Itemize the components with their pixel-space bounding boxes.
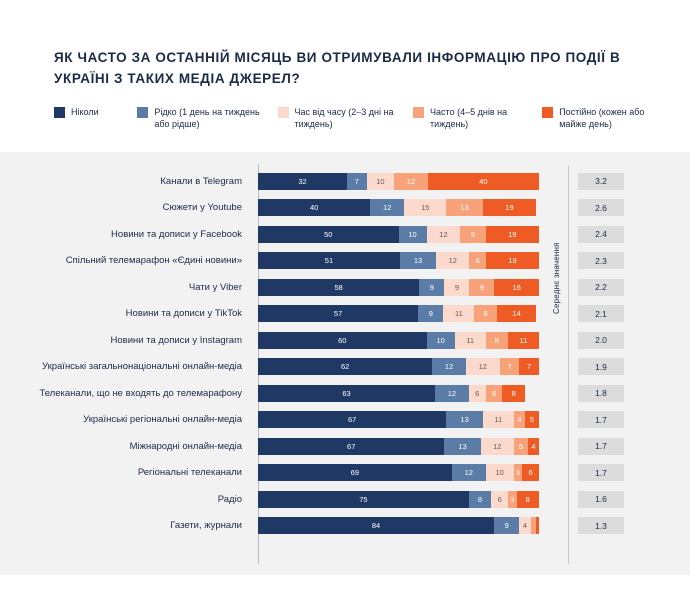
mean-value: 2.1	[578, 305, 624, 322]
bar-segment: 7	[500, 358, 520, 375]
bar-segment: 40	[428, 173, 539, 190]
category-label: Новини та дописи у TikTok	[125, 308, 242, 320]
bar-segment: 8	[474, 305, 496, 322]
legend-swatch-icon	[413, 107, 424, 118]
legend-item[interactable]	[413, 106, 530, 130]
bar-segment: 51	[258, 252, 400, 269]
stacked-bar	[258, 411, 539, 428]
stacked-bar	[258, 438, 539, 455]
bar-segment: 75	[258, 491, 469, 508]
bar-segment: 40	[258, 199, 370, 216]
bar-segment: 32	[258, 173, 347, 190]
bar-segment: 11	[508, 332, 539, 349]
chart-row	[0, 274, 690, 301]
chart-row	[0, 407, 690, 434]
stacked-bar	[258, 332, 539, 349]
bar-segment: 4	[514, 411, 525, 428]
category-label: Чати у Viber	[188, 281, 242, 293]
bar-segment: 12	[466, 358, 500, 375]
mean-value: 1.9	[578, 358, 624, 375]
bar-segment: 9	[469, 279, 494, 296]
legend-item-label: Ніколи	[71, 107, 99, 117]
stacked-bar	[258, 517, 539, 534]
bar-segment: 10	[486, 464, 514, 481]
chart-row	[0, 248, 690, 275]
stacked-bar	[258, 491, 539, 508]
legend-item-label: Часто (4–5 днів на тиждень)	[430, 107, 508, 130]
bar-segment: 12	[394, 173, 427, 190]
bar-segment: 7	[519, 358, 539, 375]
bar-segment: 9	[494, 517, 519, 534]
category-label: Новини та дописи у Facebook	[111, 228, 242, 240]
bar-segment: 8	[517, 491, 539, 508]
bar-segment: 6	[486, 385, 503, 402]
legend-item[interactable]	[137, 106, 265, 130]
category-label: Українські загальнонаціональні онлайн-медіа	[41, 361, 242, 373]
category-label: Газети, журнали	[170, 520, 242, 532]
bar-segment: 13	[444, 438, 480, 455]
category-label: Телеканали, що не входять до телемарафону	[39, 387, 242, 399]
bar-segment: 3	[514, 464, 522, 481]
chart-row	[0, 380, 690, 407]
page-title: ЯК ЧАСТО ЗА ОСТАННІЙ МІСЯЦЬ ВИ ОТРИМУВАЛИ ІНФОРМАЦІЮ ПРО ПОДІЇ В УКРАЇНІ З ТАКИХ МЕДІА ДЖЕРЕЛ?	[54, 50, 621, 86]
legend-item[interactable]	[278, 106, 402, 130]
bar-segment: 6	[522, 464, 539, 481]
category-label: Новини та дописи у Instagram	[110, 334, 242, 346]
stacked-bar	[258, 385, 539, 402]
mean-axis-title: Середнє значення	[552, 242, 561, 314]
bar-segment	[536, 517, 539, 534]
chart-legend	[54, 106, 664, 130]
chart-row	[0, 354, 690, 381]
bar-segment: 9	[444, 279, 469, 296]
stacked-bar	[258, 199, 539, 216]
category-label: Регіональні телеканали	[137, 467, 242, 479]
legend-swatch-icon	[278, 107, 289, 118]
bar-segment: 11	[443, 305, 474, 322]
bar-segment: 3	[508, 491, 516, 508]
bar-segment: 13	[446, 199, 483, 216]
bar-segment: 63	[258, 385, 435, 402]
bar-segment: 7	[347, 173, 366, 190]
stacked-bar	[258, 305, 539, 322]
mean-value: 3.2	[578, 173, 624, 190]
bar-segment: 12	[481, 438, 514, 455]
category-label: Сюжети у Youtube	[162, 202, 242, 214]
bar-segment: 10	[427, 332, 455, 349]
bar-segment: 6	[491, 491, 508, 508]
bar-segment: 9	[460, 226, 485, 243]
mean-value: 1.7	[578, 464, 624, 481]
legend-swatch-icon	[137, 107, 148, 118]
chart-row	[0, 195, 690, 222]
legend-item[interactable]	[542, 106, 652, 130]
mean-value: 1.7	[578, 411, 624, 428]
bar-segment: 10	[367, 173, 395, 190]
legend-swatch-icon	[54, 107, 65, 118]
mean-value: 1.7	[578, 438, 624, 455]
stacked-bar	[258, 226, 539, 243]
category-label: Спільний телемарафон «Єдині новини»	[65, 255, 242, 267]
mean-value: 2.6	[578, 199, 624, 216]
bar-segment: 13	[446, 411, 483, 428]
chart-row	[0, 513, 690, 540]
bar-segment: 8	[469, 491, 491, 508]
stacked-bar	[258, 464, 539, 481]
bar-segment: 19	[486, 226, 539, 243]
bar-segment: 4	[519, 517, 530, 534]
bar-segment: 12	[427, 226, 461, 243]
bar-segment: 16	[494, 279, 539, 296]
mean-value: 2.2	[578, 279, 624, 296]
bar-segment: 57	[258, 305, 418, 322]
bar-segment: 11	[455, 332, 486, 349]
bar-segment: 9	[419, 279, 444, 296]
mean-value: 1.6	[578, 491, 624, 508]
bar-segment: 12	[436, 252, 469, 269]
bar-segment: 12	[435, 385, 469, 402]
bar-segment: 15	[404, 199, 446, 216]
bar-segment: 19	[483, 199, 536, 216]
bar-segment: 12	[370, 199, 404, 216]
bar-segment: 8	[486, 332, 508, 349]
bar-segment: 9	[418, 305, 443, 322]
bar-segment: 62	[258, 358, 432, 375]
bar-segment: 6	[469, 385, 486, 402]
legend-item-label: Час від часу (2–3 дні на тиждень)	[294, 107, 394, 130]
bar-segment: 69	[258, 464, 452, 481]
bar-segment: 5	[514, 438, 528, 455]
category-label: Канали в Telegram	[160, 175, 242, 187]
bar-segment: 60	[258, 332, 427, 349]
legend-item[interactable]	[54, 106, 125, 118]
title-block	[54, 48, 654, 90]
bar-rows	[0, 168, 690, 539]
bar-segment: 8	[502, 385, 524, 402]
legend-item-label: Рідко (1 день на тиждень або рідше)	[154, 107, 260, 130]
chart-area	[0, 152, 690, 575]
stacked-bar	[258, 252, 539, 269]
category-label: Радіо	[217, 493, 242, 505]
category-label: Міжнародні онлайн-медіа	[129, 440, 242, 452]
mean-value: 1.8	[578, 385, 624, 402]
bar-segment: 19	[486, 252, 539, 269]
stacked-bar	[258, 173, 539, 190]
stacked-bar	[258, 279, 539, 296]
bar-segment: 4	[528, 438, 539, 455]
chart-row	[0, 168, 690, 195]
stacked-bar	[258, 358, 539, 375]
bar-segment: 50	[258, 226, 399, 243]
chart-row	[0, 221, 690, 248]
bar-segment: 14	[497, 305, 536, 322]
legend-swatch-icon	[542, 107, 553, 118]
bar-segment: 67	[258, 438, 444, 455]
chart-row	[0, 460, 690, 487]
mean-value: 2.3	[578, 252, 624, 269]
bar-segment: 13	[400, 252, 436, 269]
chart-row	[0, 486, 690, 513]
bar-segment: 12	[432, 358, 466, 375]
bar-segment: 12	[452, 464, 486, 481]
chart-row	[0, 433, 690, 460]
chart-row	[0, 327, 690, 354]
bar-segment: 58	[258, 279, 419, 296]
bar-segment: 10	[399, 226, 427, 243]
bar-segment: 6	[469, 252, 486, 269]
legend-item-label: Постійно (кожен або майже день)	[559, 107, 645, 130]
bar-segment: 5	[525, 411, 539, 428]
mean-value: 1.3	[578, 517, 624, 534]
category-label: Українські регіональні онлайн-медіа	[83, 414, 242, 426]
mean-value: 2.4	[578, 226, 624, 243]
bar-segment: 67	[258, 411, 446, 428]
bar-segment: 84	[258, 517, 494, 534]
chart-row	[0, 301, 690, 328]
mean-value: 2.0	[578, 332, 624, 349]
bar-segment: 11	[483, 411, 514, 428]
